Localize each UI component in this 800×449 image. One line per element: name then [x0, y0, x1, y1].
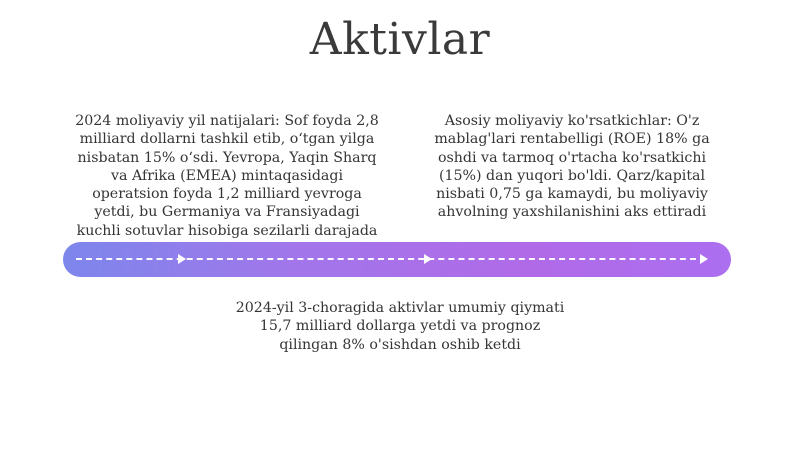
arrow-right-icon [178, 254, 186, 264]
arrow-right-icon [700, 254, 708, 264]
timeline-text-3: 2024-yil 3-choragida aktivlar umumiy qiymati 15,7 milliard dollarga yetdi va prognoz qilingan 8% o'sishdan oshib ketdi [235, 300, 565, 353]
timeline-text-1: 2024 moliyaviy yil natijalari: Sof foyda 2,8 milliard dollarni tashkil etib, o‘tgan yilga nisbatan 15% o‘sdi. Yevropa, Yaqin Sharq va Afrika (EMEA) mintaqasidagi operatsion foyda 1,2 milliard yevroga yetdi, bu Germaniya va Fransiyadagi kuchli sotuvlar hisobiga sezilarli darajada [75, 113, 379, 239]
page-title: Aktivlar [309, 14, 491, 65]
timeline-dashed-line [76, 258, 706, 260]
timeline-text-2: Asosiy moliyaviy ko'rsatkichlar: O'z mablag'lari rentabelligi (ROE) 18% ga oshdi va tarmoq o'rtacha ko'rsatkichi (15%) dan yuqori bo'ldi. Qarz/kapital nisbati 0,75 ga kamaydi, bu moliyaviy ahvolning yaxshilanishini aks ettiradi [434, 113, 710, 221]
arrow-right-icon [424, 254, 432, 264]
